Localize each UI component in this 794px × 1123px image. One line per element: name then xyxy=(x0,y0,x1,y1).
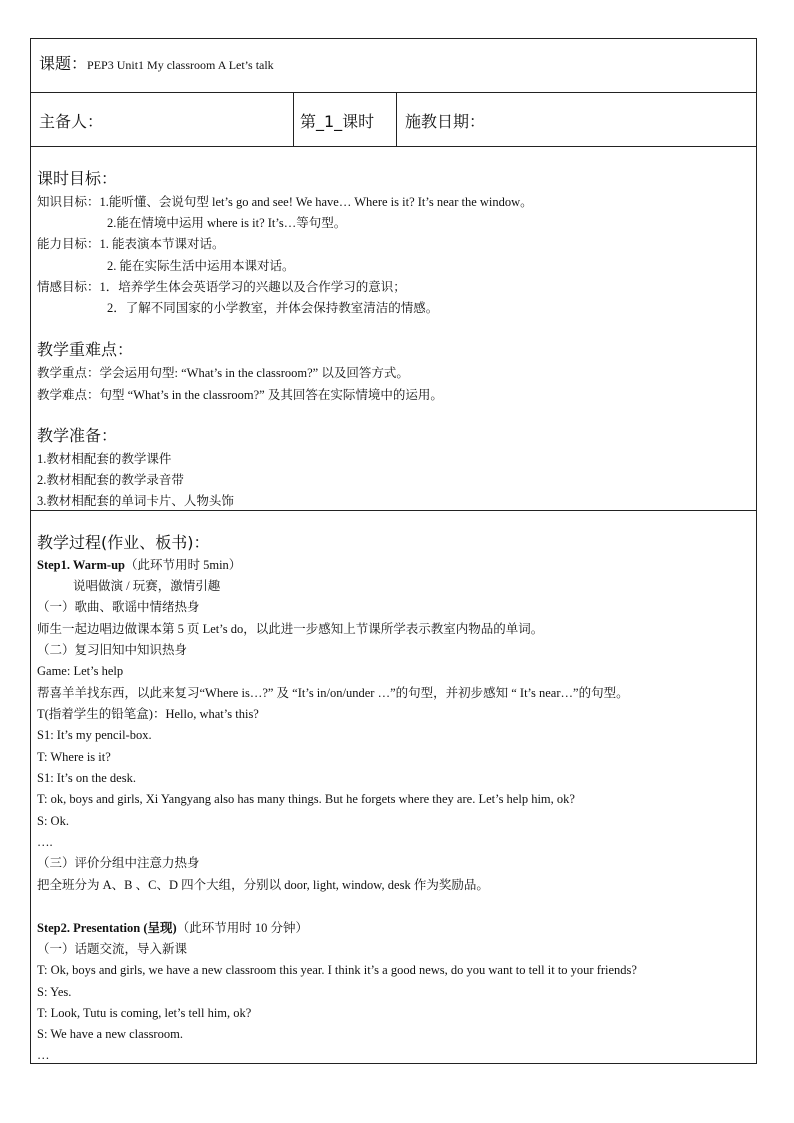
topic-row xyxy=(31,39,756,93)
step1-line: 说唱做演 / 玩赛，激情引趣 xyxy=(73,579,221,593)
step1-title: Step1. Warm-up xyxy=(37,558,125,572)
step1-time: （此环节用时 5min） xyxy=(124,558,242,572)
meta-row xyxy=(31,93,756,147)
objective-line: 2．了解不同国家的小学教室，并体会保持教室清洁的情感。 xyxy=(107,301,439,315)
step1-line: （一）歌曲、歌谣中情绪热身 xyxy=(37,600,200,614)
step1-line: S1: It’s my pencil-box. xyxy=(37,728,152,742)
preparation-line: 2.教材相配套的教学录音带 xyxy=(37,473,184,487)
step2-line: T: Ok, boys and girls, we have a new classroom this year. I think it’s a good news, do you want to tell it to your friends? xyxy=(37,963,637,977)
date-label: 施教日期： xyxy=(405,112,486,131)
step2-heading xyxy=(37,920,308,936)
step2-line: （一）话题交流，导入新课 xyxy=(37,942,188,956)
step1-line: S1: It’s on the desk. xyxy=(37,771,136,785)
objectives-heading: 课时目标： xyxy=(37,169,118,188)
step2-line: … xyxy=(37,1048,50,1062)
objective-line: 情感目标：1．培养学生体会英语学习的兴趣以及合作学习的意识； xyxy=(37,280,406,294)
preparation-line: 1.教材相配套的教学课件 xyxy=(37,452,172,466)
step2-line: S: Yes. xyxy=(37,985,72,999)
preparer-cell xyxy=(31,93,294,146)
process-section xyxy=(31,511,756,1063)
lesson-plan-table xyxy=(30,38,757,1064)
preparation-line: 3.教材相配套的单词卡片、人物头饰 xyxy=(37,494,234,508)
objective-line: 知识目标：1.能听懂、会说句型 let’s go and see! We have… Where is it? It’s near the window。 xyxy=(37,195,533,209)
step1-line: （三）评价分组中注意力热身 xyxy=(37,856,200,870)
key-points-heading: 教学重难点： xyxy=(37,340,134,359)
step1-line: 师生一起边唱边做课本第 5 页 Let’s do，以此进一步感知上节课所学表示教室内物品的单词。 xyxy=(37,622,544,636)
step2-line: S: We have a new classroom. xyxy=(37,1027,183,1041)
key-point-line: 教学重点：学会运用句型: “What’s in the classroom?” 以及回答方式。 xyxy=(37,366,409,380)
step1-line: 把全班分为 A、B 、C、D 四个大组，分别以 door, light, window, desk 作为奖励品。 xyxy=(37,878,489,892)
step1-line: Game: Let’s help xyxy=(37,664,124,678)
step1-line: …. xyxy=(37,835,53,849)
date-cell xyxy=(397,93,756,146)
preparer-label: 主备人： xyxy=(39,112,104,131)
step2-time: （此环节用时 10 分钟） xyxy=(176,921,308,935)
step1-line: S: Ok. xyxy=(37,814,69,828)
lesson-number: 第_1_课时 xyxy=(300,112,375,131)
process-heading: 教学过程(作业、板书)： xyxy=(37,533,210,552)
preparation-heading: 教学准备： xyxy=(37,426,118,445)
step1-line: T: Where is it? xyxy=(37,750,111,764)
step1-heading xyxy=(37,557,241,573)
topic-value: PEP3 Unit1 My classroom A Let’s talk xyxy=(87,58,274,72)
topic-label: 课题： xyxy=(39,54,88,73)
objectives-section xyxy=(31,147,756,511)
step1-line: （二）复习旧知中知识热身 xyxy=(37,643,188,657)
objective-line: 2. 能在实际生活中运用本课对话。 xyxy=(107,259,295,273)
objective-line: 能力目标：1. 能表演本节课对话。 xyxy=(37,237,225,251)
step1-line: T(指着学生的铅笔盒)：Hello, what’s this? xyxy=(37,707,259,721)
step2-line: T: Look, Tutu is coming, let’s tell him, ok? xyxy=(37,1006,252,1020)
key-point-line: 教学难点：句型 “What’s in the classroom?” 及其回答在实际情境中的运用。 xyxy=(37,388,443,402)
step2-title: Step2. Presentation (呈现) xyxy=(37,921,177,935)
objective-line: 2.能在情境中运用 where is it? It’s…等句型。 xyxy=(107,216,347,230)
topic xyxy=(39,51,274,74)
step1-line: T: ok, boys and girls, Xi Yangyang also has many things. But he forgets where they are. Let’s help him, ok? xyxy=(37,792,575,806)
step1-line: 帮喜羊羊找东西，以此来复习“Where is…?” 及 “It’s in/on/under …”的句型，并初步感知 “ It’s near…”的句型。 xyxy=(37,686,629,700)
lesson-number-cell xyxy=(294,93,397,146)
